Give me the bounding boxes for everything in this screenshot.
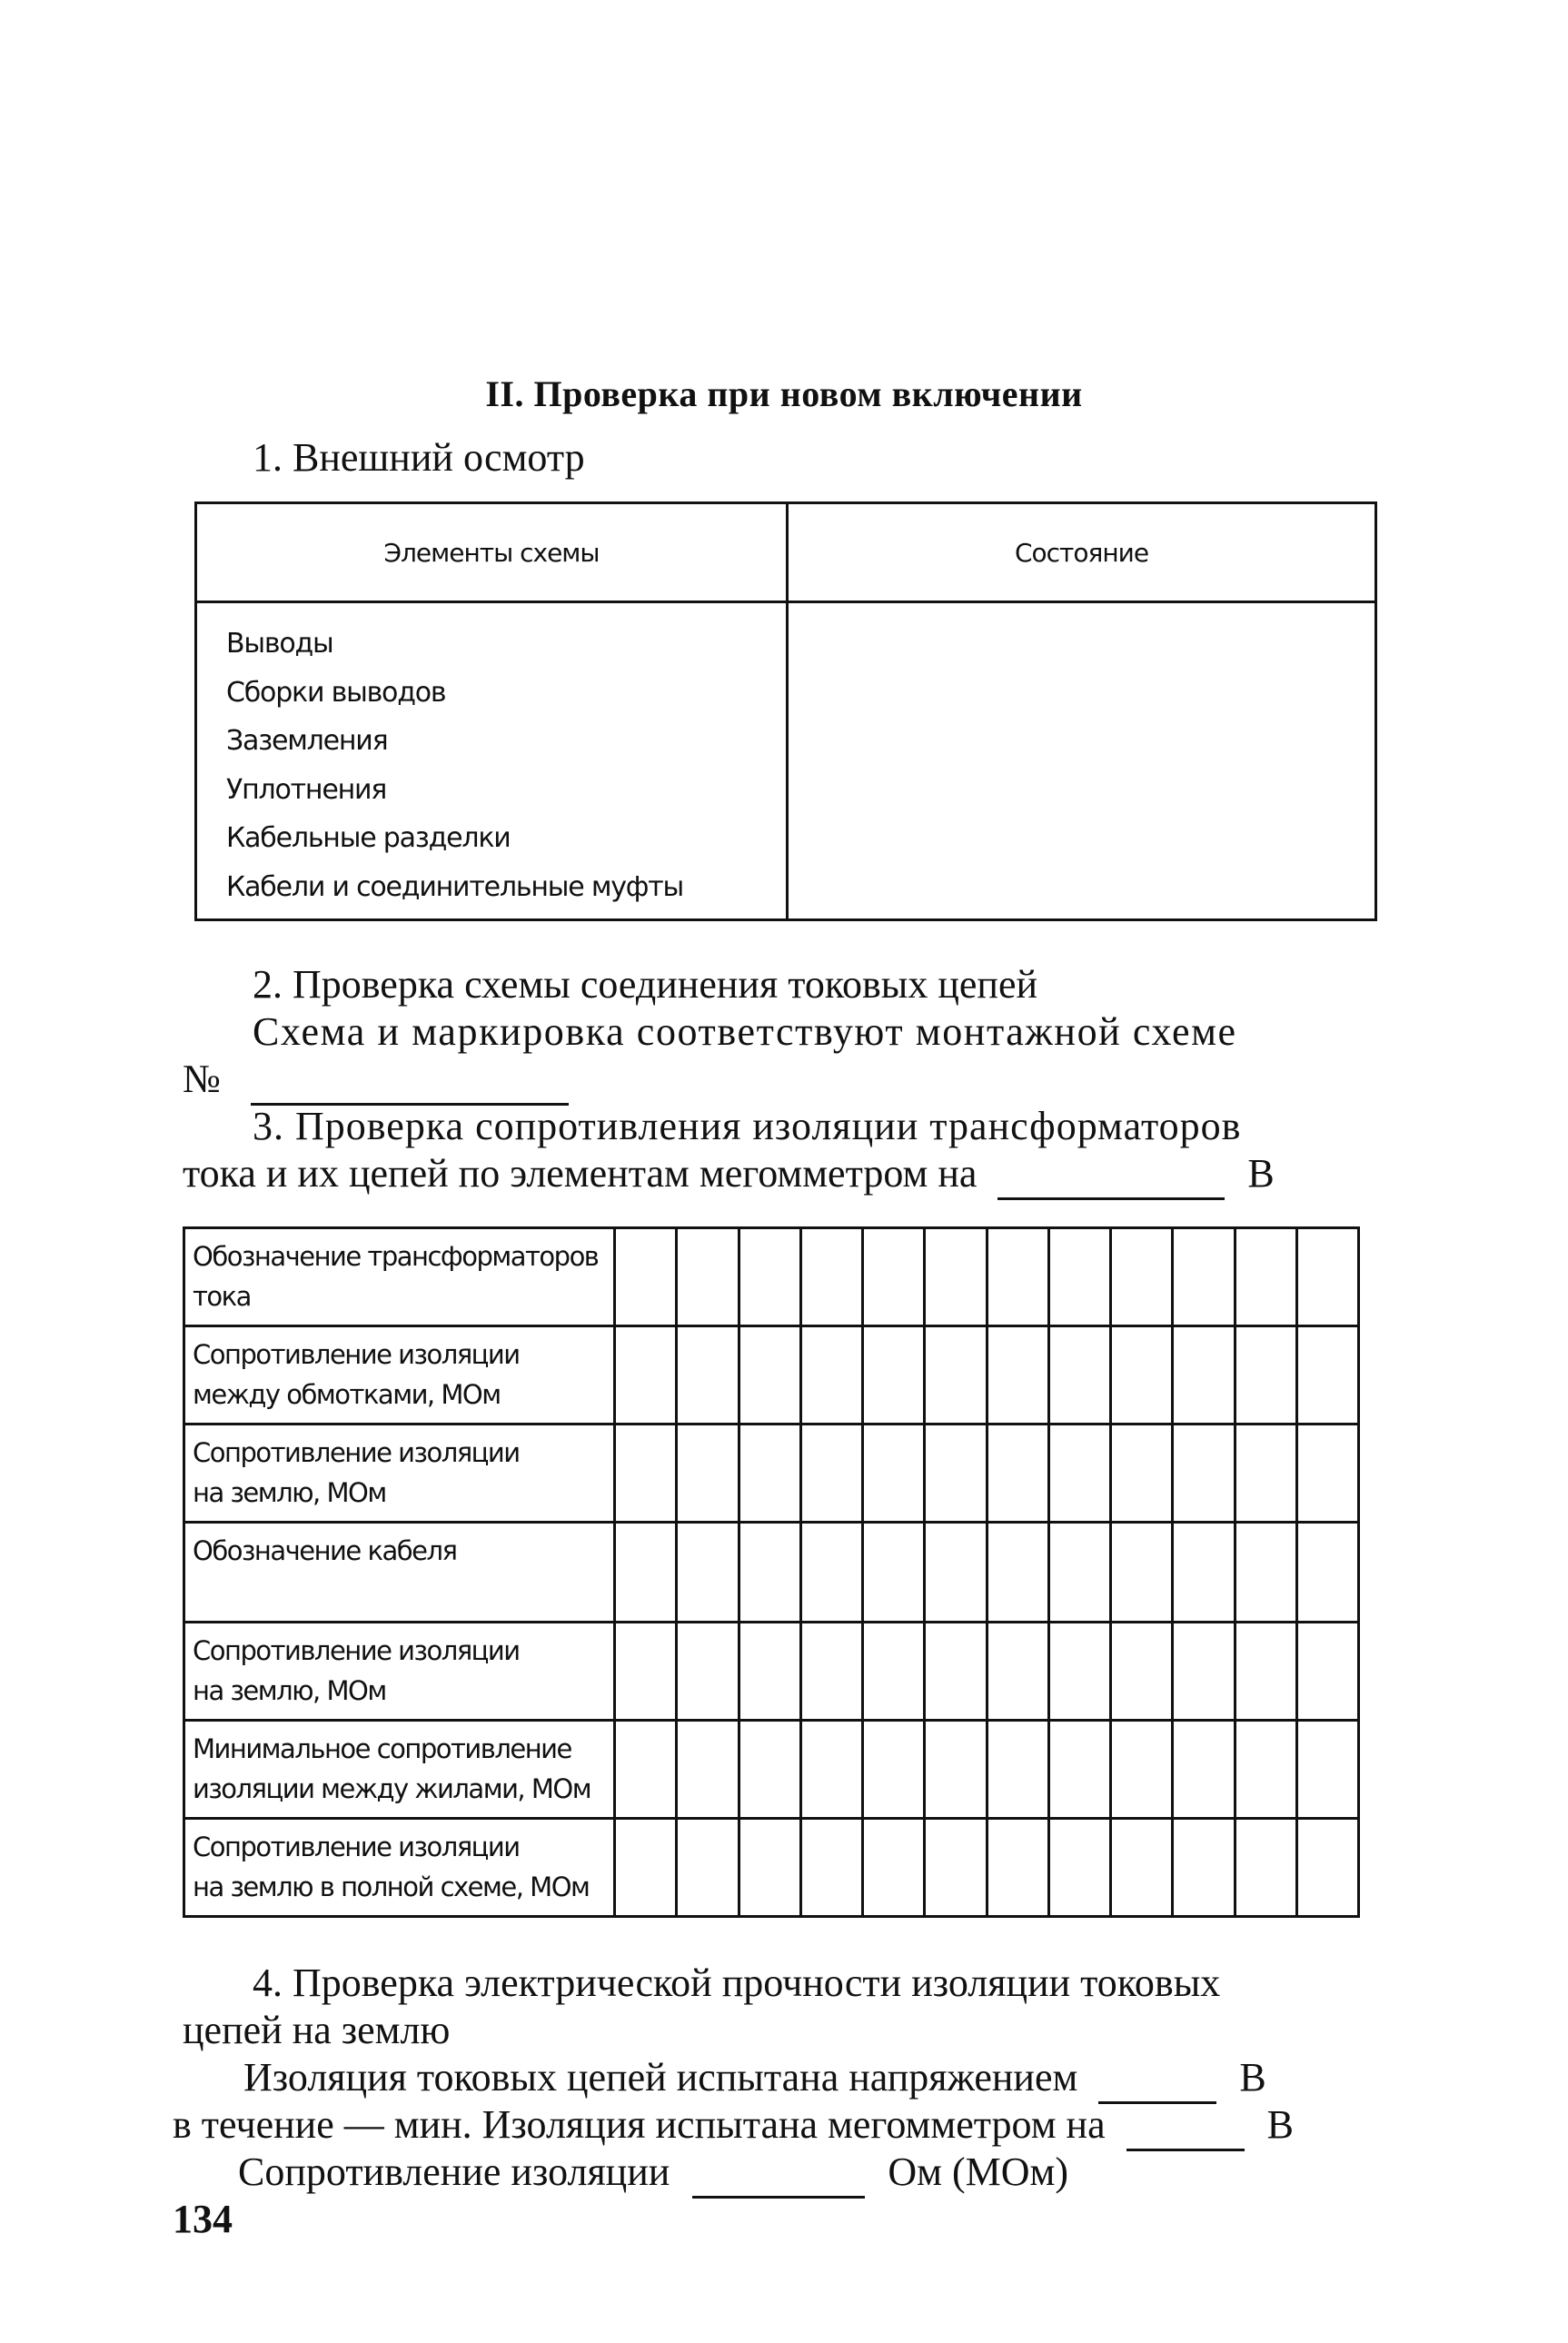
unit-ohm: Ом (МОм) (888, 2149, 1068, 2194)
entry-cell[interactable] (1235, 1721, 1296, 1819)
entry-cell[interactable] (1173, 1523, 1235, 1623)
entry-cell[interactable] (987, 1523, 1048, 1623)
section4-line5 (238, 2149, 1068, 2199)
number-sign: № (183, 1057, 221, 1101)
list-item: Уплотнения (226, 773, 387, 806)
list-item: Сборки выводов (226, 676, 446, 709)
entry-cell[interactable] (863, 1425, 925, 1523)
entry-cell[interactable] (863, 1228, 925, 1326)
entry-cell[interactable] (925, 1425, 987, 1523)
entry-cell[interactable] (863, 1326, 925, 1425)
section1-title: 1. Внешний осмотр (253, 435, 585, 480)
entry-cell[interactable] (739, 1819, 800, 1917)
entry-cell[interactable] (1235, 1228, 1296, 1326)
entry-cell[interactable] (800, 1326, 862, 1425)
row-label-line: изоляции между жилами, МОм (193, 1773, 591, 1804)
entry-cell[interactable] (739, 1425, 800, 1523)
state-cell[interactable] (788, 602, 1376, 920)
entry-cell[interactable] (1048, 1425, 1110, 1523)
entry-cell[interactable] (863, 1523, 925, 1623)
row-label (184, 1228, 615, 1326)
entry-cell[interactable] (615, 1523, 677, 1623)
entry-cell[interactable] (739, 1523, 800, 1623)
section4-line4 (173, 2101, 1294, 2151)
row-label (184, 1721, 615, 1819)
row-label (184, 1425, 615, 1523)
entry-cell[interactable] (1048, 1523, 1110, 1623)
section4-line1: 4. Проверка электрической прочности изоляции токовых (253, 1961, 1221, 2005)
entry-cell[interactable] (615, 1425, 677, 1523)
entry-cell[interactable] (925, 1623, 987, 1721)
entry-cell[interactable] (1296, 1623, 1358, 1721)
row-label-line: на землю, МОм (193, 1477, 386, 1508)
insulation-resistance-field[interactable] (692, 2149, 865, 2199)
list-item: Выводы (226, 628, 333, 660)
unit-volts: В (1266, 2102, 1294, 2147)
entry-cell[interactable] (1173, 1721, 1235, 1819)
entry-cell[interactable] (1111, 1228, 1173, 1326)
entry-cell[interactable] (925, 1326, 987, 1425)
entry-cell[interactable] (1111, 1425, 1173, 1523)
entry-cell[interactable] (1296, 1721, 1358, 1819)
row-label (184, 1623, 615, 1721)
entry-cell[interactable] (863, 1721, 925, 1819)
megohmmeter-voltage-field-2[interactable] (1126, 2101, 1245, 2151)
column-header-state: Состояние (788, 503, 1376, 602)
table-row (184, 1623, 1359, 1721)
entry-cell[interactable] (677, 1326, 739, 1425)
section4-line2: цепей на землю (183, 2008, 451, 2052)
table-row (184, 1425, 1359, 1523)
page-number: 134 (173, 2197, 233, 2241)
entry-cell[interactable] (863, 1819, 925, 1917)
entry-cell[interactable] (1111, 1326, 1173, 1425)
entry-cell[interactable] (987, 1623, 1048, 1721)
elements-cell (196, 602, 788, 920)
entry-cell[interactable] (1235, 1819, 1296, 1917)
row-label-line: тока (193, 1281, 251, 1312)
entry-cell[interactable] (1235, 1523, 1296, 1623)
section4-line3 (243, 2054, 1266, 2104)
entry-cell[interactable] (1235, 1326, 1296, 1425)
entry-cell[interactable] (1235, 1623, 1296, 1721)
entry-cell[interactable] (1173, 1623, 1235, 1721)
entry-cell[interactable] (1296, 1326, 1358, 1425)
entry-cell[interactable] (1111, 1721, 1173, 1819)
entry-cell[interactable] (800, 1623, 862, 1721)
entry-cell[interactable] (1296, 1425, 1358, 1523)
entry-cell[interactable] (1173, 1819, 1235, 1917)
entry-cell[interactable] (1048, 1326, 1110, 1425)
section3-line2 (183, 1150, 1275, 1200)
entry-cell[interactable] (677, 1721, 739, 1819)
entry-cell[interactable] (1048, 1228, 1110, 1326)
table-header-row (196, 503, 1376, 602)
table-row (184, 1819, 1359, 1917)
entry-cell[interactable] (739, 1326, 800, 1425)
entry-cell[interactable] (677, 1425, 739, 1523)
entry-cell[interactable] (925, 1228, 987, 1326)
entry-cell[interactable] (677, 1819, 739, 1917)
section3-line1: 3. Проверка сопротивления изоляции трансформаторов (253, 1104, 1242, 1148)
section-heading: II. Проверка при новом включении (485, 373, 1083, 414)
entry-cell[interactable] (800, 1523, 862, 1623)
row-label-line: между обмотками, МОм (193, 1379, 501, 1410)
table-row (184, 1721, 1359, 1819)
row-label-line: Обозначение трансформаторов (193, 1241, 599, 1272)
section2-line1: Схема и маркировка соответствуют монтажной схеме (253, 1009, 1237, 1054)
section4-line4-text: в течение — мин. Изоляция испытана мегомметром на (173, 2102, 1106, 2147)
entry-cell[interactable] (677, 1523, 739, 1623)
entry-cell[interactable] (1173, 1228, 1235, 1326)
column-header-elements: Элементы схемы (196, 503, 788, 602)
entry-cell[interactable] (1173, 1326, 1235, 1425)
entry-cell[interactable] (987, 1228, 1048, 1326)
entry-cell[interactable] (1048, 1623, 1110, 1721)
entry-cell[interactable] (1048, 1819, 1110, 1917)
entry-cell[interactable] (925, 1819, 987, 1917)
entry-cell[interactable] (1296, 1523, 1358, 1623)
row-label-line: Сопротивление изоляции (193, 1339, 520, 1370)
external-inspection-table (194, 501, 1377, 921)
entry-cell[interactable] (800, 1721, 862, 1819)
row-label (184, 1523, 615, 1623)
table-row (196, 602, 1376, 920)
entry-cell[interactable] (615, 1623, 677, 1721)
row-label-line: на землю, МОм (193, 1675, 386, 1706)
entry-cell[interactable] (1111, 1623, 1173, 1721)
entry-cell[interactable] (615, 1819, 677, 1917)
entry-cell[interactable] (925, 1721, 987, 1819)
entry-cell[interactable] (800, 1228, 862, 1326)
entry-cell[interactable] (987, 1819, 1048, 1917)
entry-cell[interactable] (677, 1228, 739, 1326)
entry-cell[interactable] (1048, 1721, 1110, 1819)
test-voltage-field[interactable] (1098, 2054, 1216, 2104)
table-row (184, 1326, 1359, 1425)
entry-cell[interactable] (739, 1721, 800, 1819)
row-label-line: Сопротивление изоляции (193, 1832, 520, 1862)
entry-cell[interactable] (739, 1623, 800, 1721)
entry-cell[interactable] (1173, 1425, 1235, 1523)
scheme-number-field[interactable] (251, 1056, 569, 1106)
entry-cell[interactable] (1296, 1228, 1358, 1326)
list-item: Кабели и соединительные муфты (226, 870, 684, 903)
entry-cell[interactable] (677, 1623, 739, 1721)
row-label (184, 1326, 615, 1425)
list-item: Заземления (226, 725, 388, 757)
entry-cell[interactable] (863, 1623, 925, 1721)
row-label-line: Сопротивление изоляции (193, 1635, 520, 1666)
row-label-line: Обозначение кабеля (193, 1535, 457, 1566)
section4-line5-text: Сопротивление изоляции (238, 2149, 670, 2194)
entry-cell[interactable] (615, 1326, 677, 1425)
section2-line2 (183, 1056, 569, 1106)
entry-cell[interactable] (800, 1425, 862, 1523)
list-item: Кабельные разделки (226, 822, 511, 854)
entry-cell[interactable] (1111, 1819, 1173, 1917)
entry-cell[interactable] (615, 1721, 677, 1819)
entry-cell[interactable] (925, 1523, 987, 1623)
entry-cell[interactable] (987, 1326, 1048, 1425)
entry-cell[interactable] (615, 1228, 677, 1326)
entry-cell[interactable] (739, 1228, 800, 1326)
section4-line3-text: Изоляция токовых цепей испытана напряжением (243, 2055, 1078, 2100)
entry-cell[interactable] (987, 1721, 1048, 1819)
entry-cell[interactable] (987, 1425, 1048, 1523)
table-row (184, 1228, 1359, 1326)
megohmmeter-voltage-field[interactable] (997, 1150, 1225, 1200)
unit-volts: В (1239, 2055, 1266, 2100)
entry-cell[interactable] (800, 1819, 862, 1917)
entry-cell[interactable] (1235, 1425, 1296, 1523)
section3-line2-text: тока и их цепей по элементам мегомметром на (183, 1151, 978, 1196)
entry-cell[interactable] (1111, 1523, 1173, 1623)
entry-cell[interactable] (1296, 1819, 1358, 1917)
row-label-line: Сопротивление изоляции (193, 1437, 520, 1468)
unit-volts: В (1247, 1151, 1275, 1196)
row-label-line: на землю в полной схеме, МОм (193, 1871, 590, 1902)
row-label-line: Минимальное сопротивление (193, 1733, 571, 1764)
section2-title: 2. Проверка схемы соединения токовых цепей (253, 962, 1038, 1007)
row-label (184, 1819, 615, 1917)
table-row (184, 1523, 1359, 1623)
insulation-resistance-table (183, 1226, 1360, 1918)
